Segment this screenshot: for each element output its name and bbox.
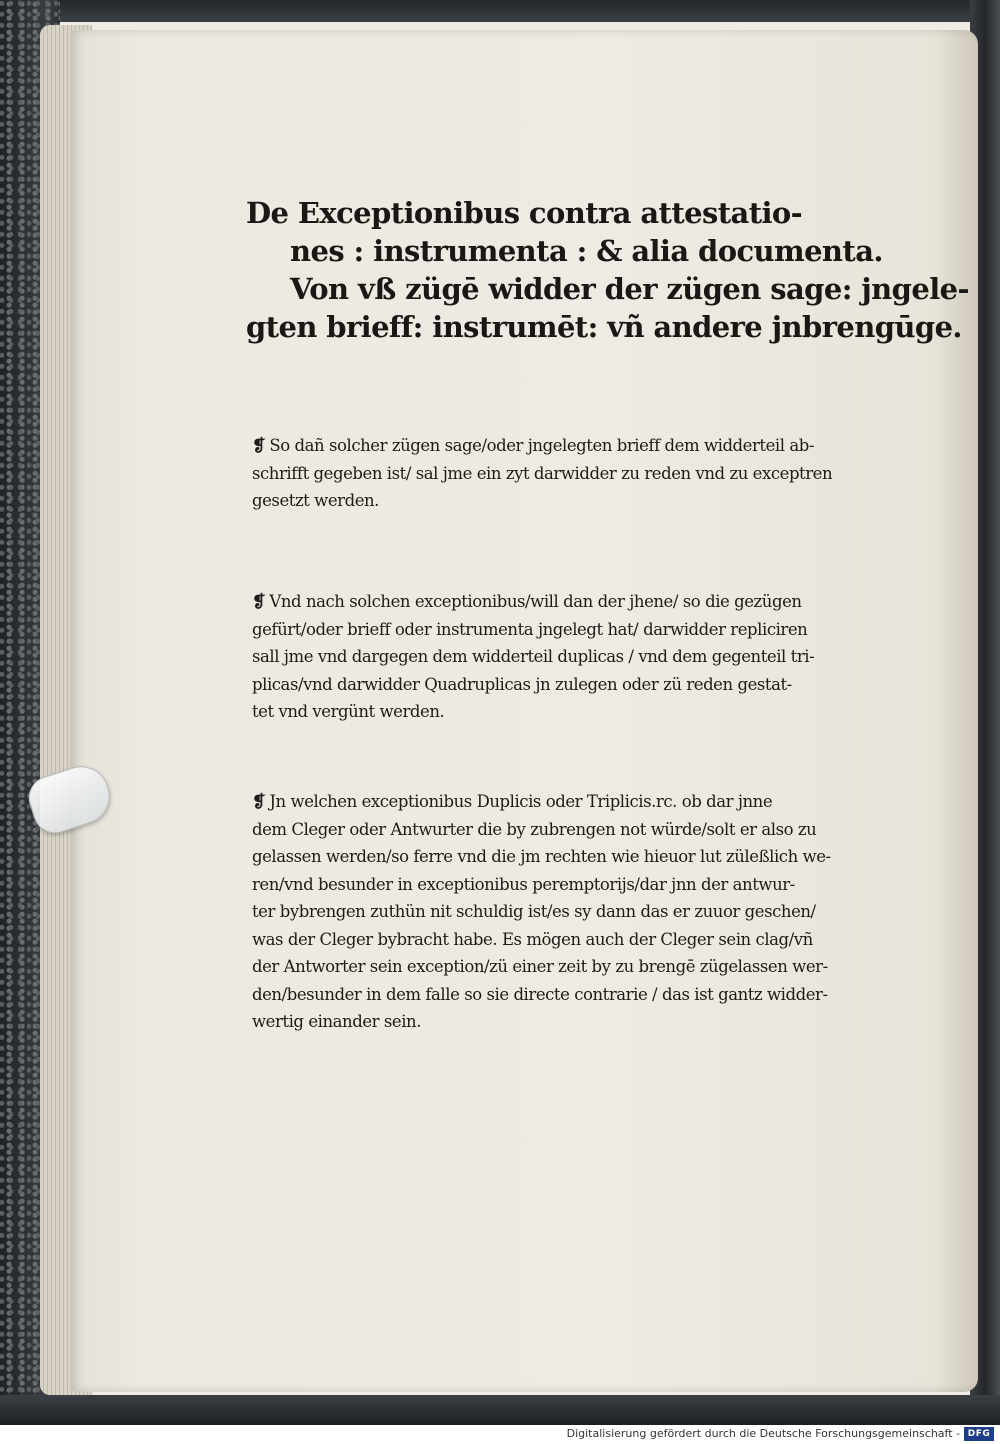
paragraph-line: was der Cleger bybracht habe. Es mögen auch der Cleger sein clag/vñ xyxy=(252,929,813,949)
paragraph-line: ter bybrengen zuthün nit schuldig ist/es sy dann das er zuuor geschen/ xyxy=(252,902,816,921)
heading-line: nes : instrumenta : & alia documenta. xyxy=(290,234,883,268)
paragraph-line: Vnd nach solchen exceptionibus/will dan der jhene/ so die gezügen xyxy=(269,592,802,611)
footer-bar xyxy=(0,1425,1000,1444)
paragraph-line: gefürt/oder brieff oder instrumenta jngelegt hat/ darwidder repliciren xyxy=(252,619,808,639)
paragraph-1 xyxy=(252,432,862,515)
paragraph-line: tet vnd vergünt werden. xyxy=(252,702,445,721)
paragraph-marker: ❡ xyxy=(252,592,266,611)
paragraph-marker: ❡ xyxy=(252,792,266,811)
heading-line: Von vß zügē widder der zügen sage: jngele- xyxy=(290,272,969,306)
paragraph-line: wertig einander sein. xyxy=(252,1012,422,1031)
paragraph-line: schrifft gegeben ist/ sal jme ein zyt darwidder zu reden vnd zu exceptren xyxy=(252,463,833,483)
paragraph-line: ren/vnd besunder in exceptionibus peremptorijs/dar jnn der antwur- xyxy=(252,874,795,894)
paragraph-line: So dañ solcher zügen sage/oder jngelegten brieff dem widderteil ab- xyxy=(269,436,814,455)
paragraph-3 xyxy=(252,788,862,1036)
footer-credit: Digitalisierung gefördert durch die Deutsche Forschungsgemeinschaft - xyxy=(566,1427,960,1440)
dfg-logo[interactable]: DFG xyxy=(964,1427,994,1441)
page-heading xyxy=(246,194,969,346)
paragraph-line: Jn welchen exceptionibus Duplicis oder Triplicis.rc. ob dar jnne xyxy=(269,792,773,811)
paragraph-line: der Antworter sein exception/zü einer zeit by zu brengē zügelassen wer- xyxy=(252,957,828,976)
heading-line: De Exceptionibus contra attestatio- xyxy=(246,196,803,230)
paragraph-line: sall jme vnd dargegen dem widderteil duplicas / vnd dem gegenteil tri- xyxy=(252,647,815,666)
paragraph-line: gesetzt werden. xyxy=(252,491,379,510)
paragraph-line: den/besunder in dem falle so sie directe contrarie / das ist gantz widder- xyxy=(252,984,828,1004)
paragraph-marker: ❡ xyxy=(252,436,266,455)
paragraph-line: dem Cleger oder Antwurter die by zubrengen not würde/solt er also zu xyxy=(252,819,817,839)
paragraph-line: plicas/vnd darwidder Quadruplicas jn zulegen oder zü reden gestat- xyxy=(252,674,792,694)
heading-line: gten brieff: instrumēt: vñ andere jnbrengūge. xyxy=(246,310,962,344)
paragraph-2 xyxy=(252,588,862,726)
book-cover-top xyxy=(0,0,1000,22)
paragraph-line: gelassen werden/so ferre vnd die jm rechten wie hieuor lut züleßlich we- xyxy=(252,847,831,866)
book-cover-bottom xyxy=(0,1395,1000,1425)
